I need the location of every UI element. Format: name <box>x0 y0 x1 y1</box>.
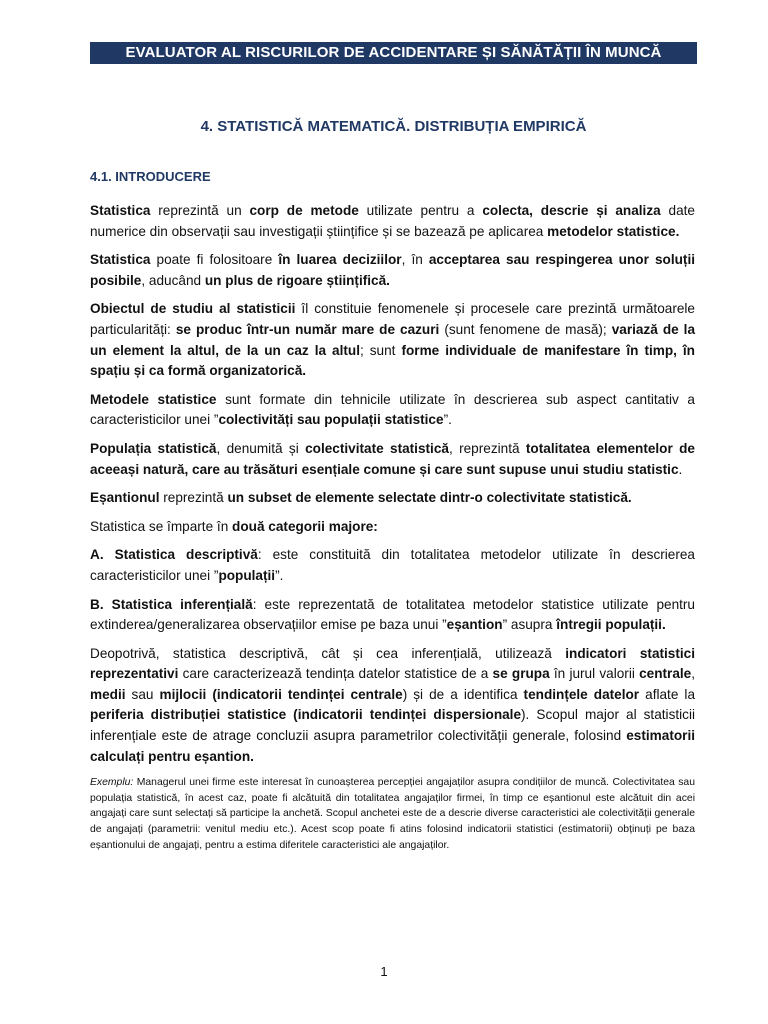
text-run: : este constituită din totalitatea metodelor utilizate în descrierea caracteristicilor unei ” <box>90 547 695 583</box>
body-paragraph <box>90 545 695 586</box>
text-run: , <box>691 666 695 682</box>
text-run: care caracterizează tendința datelor statistice de a <box>178 666 493 682</box>
text-run: reprezintă <box>159 490 228 506</box>
bold-text-run: eșantion <box>446 617 503 633</box>
text-run: îl constituie fenomenele și procesele care prezintă următoarele particularități: <box>90 301 695 337</box>
text-run: , reprezintă <box>448 440 526 456</box>
text-run: , în <box>401 252 429 268</box>
bold-text-run: B. Statistica inferențială <box>90 596 253 612</box>
text-run: date numerice din observații sau investigații științifice și se bazează pe aplicarea <box>90 203 695 239</box>
bold-text-run: A. Statistica descriptivă <box>90 547 258 563</box>
body-paragraph <box>90 299 695 381</box>
body-text <box>90 201 695 853</box>
bold-text-run: acceptarea sau respingerea unor soluții posibile <box>90 252 695 288</box>
body-paragraph <box>90 439 695 480</box>
bold-text-run: corp de metode <box>249 203 359 218</box>
body-paragraph <box>90 250 695 291</box>
text-run: ”. <box>275 567 284 583</box>
bold-text-run: periferia distribuției statistice (indicatorii tendinței dispersionale <box>90 707 522 723</box>
example-paragraph <box>90 775 695 853</box>
bold-text-run: un plus de rigoare științifică. <box>204 272 390 288</box>
text-run: utilizate pentru a <box>358 203 483 218</box>
bold-text-run: Obiectul de studiu al statisticii <box>90 301 296 317</box>
body-paragraph <box>90 644 695 768</box>
bold-text-run: colectivitate statistică <box>305 440 449 456</box>
text-run: : este reprezentată de totalitatea metodelor statistice utilizate pentru extinderea/generalizarea observațiilor emise pe baza unui ” <box>90 596 695 633</box>
text-run: reprezintă un <box>150 203 250 218</box>
text-run: în jurul valorii <box>549 666 640 682</box>
bold-text-run: în luarea deciziilor <box>278 252 402 268</box>
bold-text-run: Statistica <box>90 203 151 218</box>
bold-text-run: Populația statistică <box>90 440 217 456</box>
bold-text-run: tendințele datelor <box>523 686 640 702</box>
text-run: ” asupra <box>502 617 557 633</box>
body-paragraph <box>90 390 695 431</box>
text-run: Deopotrivă, statistica descriptivă, cât și cea inferențială, utilizează <box>90 645 566 661</box>
text-run: , denumită și <box>216 440 306 456</box>
bold-text-run: întregii populații. <box>556 617 666 633</box>
bold-text-run: colecta, descrie și analiza <box>482 203 661 218</box>
example-label: Exemplu: <box>90 777 134 789</box>
page-number: 1 <box>380 964 388 979</box>
bold-text-run: indicatori statistici reprezentativi <box>90 645 696 682</box>
bold-text-run: colectivități sau populații statistice <box>218 412 444 428</box>
text-run: ”. <box>443 412 452 428</box>
text-run: ). Scopul major al statisticii inferențiale este de atrage concluzii asupra parametrilor colectivității generale, folosind <box>90 707 695 744</box>
bold-text-run: medii <box>90 686 126 702</box>
bold-text-run: două categorii majore: <box>232 518 378 534</box>
text-run: , aducând <box>141 272 205 288</box>
text-run: Statistica se împarte în <box>90 518 233 534</box>
bold-text-run: variază de la un element la altul, de la un caz la altul <box>90 321 696 358</box>
section-title: 4.1. INTRODUCERE <box>90 169 211 184</box>
bold-text-run: totalitatea elementelor de aceeași natură, care au trăsături esențiale comune și care sunt supuse unui studiu statistic <box>90 440 695 477</box>
chapter-title: 4. STATISTICĂ MATEMATICĂ. DISTRIBUȚIA EMPIRICĂ <box>200 118 587 135</box>
header-title: EVALUATOR AL RISCURILOR DE ACCIDENTARE ȘI SĂNĂTĂȚII ÎN MUNCĂ <box>125 44 662 61</box>
text-run: sau <box>125 686 160 702</box>
bold-text-run: populații <box>218 567 276 583</box>
bold-text-run: Eșantionul <box>90 490 160 506</box>
text-run: ) și de a identifica <box>402 686 524 702</box>
bold-text-run: se grupa <box>492 666 550 682</box>
body-paragraph <box>90 201 695 242</box>
paragraph-list <box>90 201 695 767</box>
bold-text-run: Metodele statistice <box>90 391 217 407</box>
bold-text-run: Statistica <box>90 252 151 268</box>
body-paragraph <box>90 595 695 636</box>
bold-text-run: metodelor statistice. <box>547 223 680 239</box>
bold-text-run: forme individuale de manifestare în timp, în spațiu și ca formă organizatorică. <box>90 342 695 379</box>
body-paragraph <box>90 488 695 509</box>
text-run: (sunt fenomene de masă); <box>439 321 612 337</box>
example-text: Managerul unei firme este interesat în cunoașterea percepției angajaților asupra condițiilor de muncă. Colectivitatea sau populația statistică, în acest caz, poate fi alcătuită din totalitatea angajaților firmei, în timp ce eșantionul este alcătuit din acei angajați care sunt selectați să participe la anchetă. Scopul anchetei este de a descrie diverse caracteristici ale colectivității generale de angajați (parametrii: venitul mediu etc.). Acest scop poate fi atins folosind indicatorii statistici (estimatorii) obținuți pe baza eșantionului de angajați, pentru a estima diferitele caracteristici ale angajaților. <box>90 777 695 851</box>
bold-text-run: se produc într-un număr mare de cazuri <box>175 321 440 337</box>
bold-text-run: centrale <box>639 666 692 682</box>
text-run: ; sunt <box>359 342 402 358</box>
text-run: poate fi folositoare <box>150 252 279 268</box>
bold-text-run: estimatorii calculați pentru eșantion. <box>90 728 695 764</box>
text-run: aflate la <box>639 686 696 702</box>
bold-text-run: un subset de elemente selectate dintr-o colectivitate statistică. <box>227 490 632 506</box>
text-run: sunt formate din tehnicile utilizate în descrierea sub aspect cantitativ a caracteristicilor unei ” <box>90 391 695 428</box>
bold-text-run: mijlocii (indicatorii tendinței centrale <box>159 686 403 702</box>
document-header-banner <box>90 42 697 64</box>
text-run: . <box>678 461 683 477</box>
body-paragraph <box>90 517 695 538</box>
